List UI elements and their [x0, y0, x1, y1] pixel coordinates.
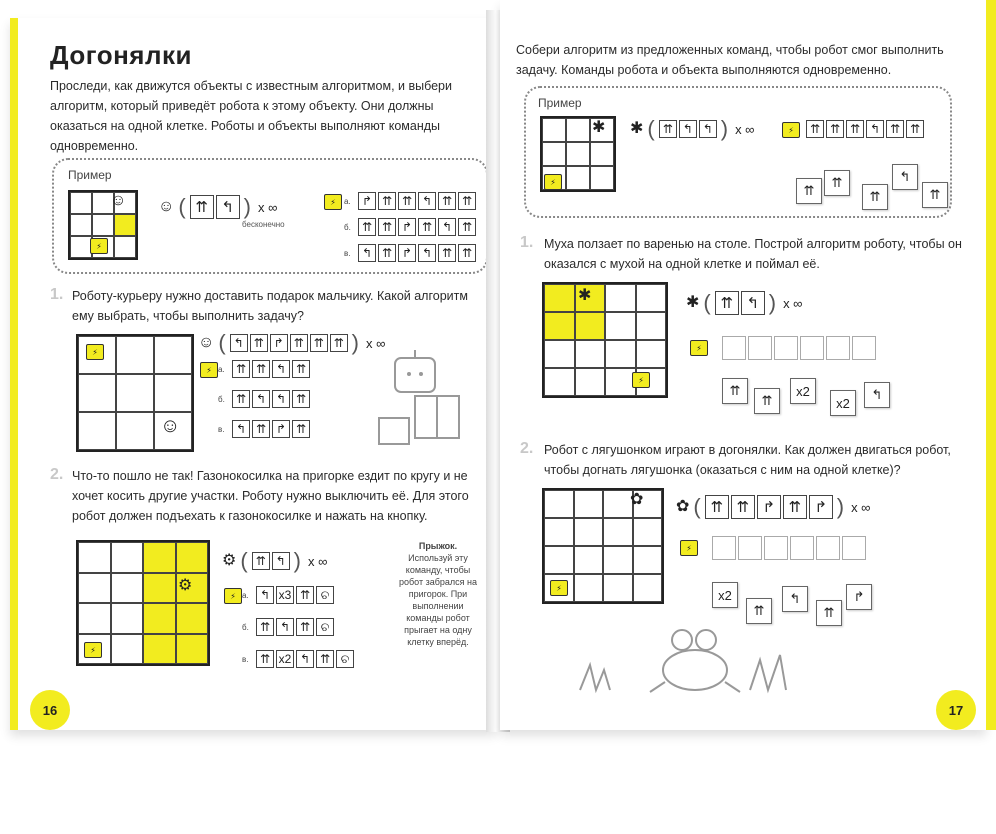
task1-number: 1. [50, 286, 64, 303]
lawnmower-icon: ⚙ [222, 552, 237, 569]
task2-answer-slots [712, 536, 866, 560]
turn-left-icon: ↰ [296, 650, 314, 668]
boy-icon: ☺ [160, 415, 181, 437]
task1-option-c [218, 420, 310, 438]
task2-number: 2. [520, 440, 534, 457]
task1-answer-slots [722, 336, 876, 360]
answer-slot[interactable] [738, 536, 762, 560]
left-page-edge [10, 18, 18, 730]
option-label: б. [344, 222, 351, 232]
frog-in-grass-illustration [570, 610, 830, 700]
example-label: Пример [68, 168, 112, 182]
example-option-a [344, 192, 476, 210]
repeat-infinite: x ∞ [735, 121, 755, 137]
task1-number: 1. [520, 234, 534, 251]
option-label: б. [218, 394, 225, 404]
robot-icon: ⚡ [84, 642, 102, 658]
turn-left-icon: ↰ [276, 618, 294, 636]
forward-icon: ⇈ [292, 390, 310, 408]
forward-icon: ⇈ [378, 192, 396, 210]
forward-icon: ⇈ [256, 650, 274, 668]
page-number-right: 17 [936, 690, 976, 730]
turn-right-icon: ↱ [398, 244, 416, 262]
forward-icon: ⇈ [826, 120, 844, 138]
task1-text: Муха ползает по варенью на столе. Построй алгоритм роботу, чтобы он оказался с мухой на одной клетке и поймал её. [544, 237, 962, 271]
robot-with-gift-illustration [365, 348, 475, 458]
repeat-x2: x2 [276, 650, 294, 668]
forward-icon: ⇈ [296, 586, 314, 604]
forward-icon: ⇈ [715, 291, 739, 315]
forward-icon: ⇈ [886, 120, 904, 138]
jump-note-title: Прыжок. [418, 541, 458, 551]
example-label: Пример [538, 96, 582, 110]
forward-icon: ⇈ [731, 495, 755, 519]
fly-icon: ✱ [578, 287, 592, 304]
turn-left-icon: ↰ [699, 120, 717, 138]
forward-icon: ⇈ [906, 120, 924, 138]
command-card[interactable]: ⇈ [922, 182, 948, 208]
robot-icon: ⚡ [544, 174, 562, 190]
task2-option-b [242, 618, 334, 636]
forward-icon: ⇈ [705, 495, 729, 519]
robot-icon: ⚡ [782, 122, 800, 138]
turn-left-icon: ↰ [741, 291, 765, 315]
turn-left-icon: ↰ [272, 360, 290, 378]
turn-left-icon: ↰ [216, 195, 240, 219]
turn-left-icon: ↰ [272, 552, 290, 570]
lawnmower-icon: ⚙ [178, 577, 193, 594]
forward-icon: ⇈ [659, 120, 677, 138]
example-object-algorithm: ☺ ( ⇈ ↰ ) x ∞ [158, 194, 278, 219]
forward-icon: ⇈ [190, 195, 214, 219]
option-label: б. [242, 622, 249, 632]
turn-right-icon: ↱ [757, 495, 781, 519]
command-card[interactable]: ⇈ [816, 600, 842, 626]
robot-icon: ⚡ [550, 580, 568, 596]
page-number-left: 16 [30, 690, 70, 730]
task2-number: 2. [50, 466, 64, 483]
turn-left-icon: ↰ [256, 586, 274, 604]
turn-left-icon: ↰ [866, 120, 884, 138]
turn-right-icon: ↱ [809, 495, 833, 519]
right-intro: Собери алгоритм из предложенных команд, чтобы робот смог выполнить задачу. Команды робота и объекта выполняются одновременно. [516, 43, 944, 77]
jump-note-text: Используй эту команду, чтобы робот забрался на пригорок. При выполнении команды робот прыгает на одну клетку вперёд. [399, 553, 477, 647]
task1-option-a [218, 360, 310, 378]
robot-icon: ⚡ [632, 372, 650, 388]
turn-right-icon: ↱ [272, 420, 290, 438]
forward-icon: ⇈ [252, 360, 270, 378]
option-label: в. [242, 654, 249, 664]
forward-icon: ⇈ [783, 495, 807, 519]
right-page [500, 0, 986, 730]
answer-slot[interactable] [790, 536, 814, 560]
command-card[interactable]: x2 [712, 582, 738, 608]
forward-icon: ⇈ [296, 618, 314, 636]
answer-slot[interactable] [748, 336, 772, 360]
forward-icon: ⇈ [458, 192, 476, 210]
forward-icon: ⇈ [398, 192, 416, 210]
repeat-infinite: x ∞ [851, 499, 871, 515]
forward-icon: ⇈ [290, 334, 308, 352]
option-label: в. [344, 248, 351, 258]
repeat-infinite: x ∞ [366, 335, 386, 351]
robot-icon: ⚡ [90, 238, 108, 254]
forward-icon: ⇈ [232, 360, 250, 378]
turn-left-icon: ↰ [272, 390, 290, 408]
infinite-caption: бесконечно [242, 220, 285, 229]
command-card[interactable]: x2 [830, 390, 856, 416]
jump-icon: ଚ [316, 618, 334, 636]
option-label: а. [344, 196, 351, 206]
turn-left-icon: ↰ [232, 420, 250, 438]
left-example-box [52, 158, 488, 274]
turn-right-icon: ↱ [398, 218, 416, 236]
answer-slot[interactable] [764, 536, 788, 560]
command-card[interactable]: ⇈ [746, 598, 772, 624]
command-card[interactable]: ↱ [846, 584, 872, 610]
command-card[interactable]: ⇈ [824, 170, 850, 196]
forward-icon: ⇈ [358, 218, 376, 236]
right-page-edge [986, 0, 996, 730]
forward-icon: ⇈ [458, 218, 476, 236]
robot-icon: ⚡ [680, 540, 698, 556]
example-option-b [344, 218, 476, 236]
answer-slot[interactable] [816, 536, 840, 560]
command-card[interactable]: ⇈ [796, 178, 822, 204]
command-card[interactable]: ⇈ [862, 184, 888, 210]
turn-left-icon: ↰ [252, 390, 270, 408]
fly-icon: ✱ [686, 294, 700, 311]
forward-icon: ⇈ [252, 552, 270, 570]
forward-icon: ⇈ [252, 420, 270, 438]
task2-option-c [242, 650, 354, 668]
turn-left-icon: ↰ [418, 244, 436, 262]
boy-icon: ☺ [110, 192, 127, 209]
command-card[interactable]: ↰ [892, 164, 918, 190]
repeat-infinite: x ∞ [783, 295, 803, 311]
task2-text: Что-то пошло не так! Газонокосилка на пригорке ездит по кругу и не хочет косить другие участки. Роботу нужно выключить её. Для этого робот должен подъехать к газонокосилке и нажать на кнопку. [72, 469, 469, 523]
task1-text: Роботу-курьеру нужно доставить подарок мальчику. Какой алгоритм ему выбрать, чтобы выполнить задачу? [72, 289, 468, 323]
forward-icon: ⇈ [458, 244, 476, 262]
task1-fly-algorithm: ✱ ( ⇈ ↰ ) x ∞ [686, 290, 803, 315]
forward-icon: ⇈ [438, 244, 456, 262]
boy-icon: ☺ [198, 334, 215, 351]
turn-right-icon: ↱ [270, 334, 288, 352]
forward-icon: ⇈ [292, 420, 310, 438]
answer-slot[interactable] [712, 536, 736, 560]
forward-icon: ⇈ [256, 618, 274, 636]
robot-icon: ⚡ [690, 340, 708, 356]
turn-left-icon: ↰ [230, 334, 248, 352]
repeat-infinite: x ∞ [258, 199, 278, 215]
command-card[interactable]: ↰ [864, 382, 890, 408]
robot-icon: ⚡ [224, 588, 242, 604]
turn-right-icon: ↱ [358, 192, 376, 210]
forward-icon: ⇈ [292, 360, 310, 378]
task1-boy-algorithm: ☺ ( ↰ ⇈ ↱ ⇈ ⇈ ⇈ ) x ∞ [198, 330, 386, 355]
task2-frog-algorithm: ✿ ( ⇈ ⇈ ↱ ⇈ ↱ ) x ∞ [676, 494, 871, 519]
boy-icon: ☺ [158, 198, 175, 215]
left-intro: Проследи, как движутся объекты с известным алгоритмом, и выбери алгоритм, который приведёт робота к этому объекту. Они должны оказаться на одной клетке. Роботы и объекты выполняют команды одновременно. [50, 79, 452, 153]
example-fly-algorithm: ✱ ( ⇈ ↰ ↰ ) x ∞ [630, 116, 755, 141]
forward-icon: ⇈ [316, 650, 334, 668]
forward-icon: ⇈ [310, 334, 328, 352]
option-label: а. [218, 364, 225, 374]
forward-icon: ⇈ [846, 120, 864, 138]
page-title: Догонялки [50, 40, 192, 70]
answer-slot[interactable] [800, 336, 824, 360]
turn-left-icon: ↰ [679, 120, 697, 138]
forward-icon: ⇈ [378, 244, 396, 262]
jump-icon: ଚ [336, 650, 354, 668]
frog-icon: ✿ [676, 498, 690, 515]
forward-icon: ⇈ [232, 390, 250, 408]
turn-left-icon: ↰ [418, 192, 436, 210]
option-label: в. [218, 424, 225, 434]
forward-icon: ⇈ [330, 334, 348, 352]
jump-icon: ଚ [316, 586, 334, 604]
right-example-box [524, 86, 952, 218]
frog-icon: ✿ [630, 491, 644, 508]
answer-slot[interactable] [722, 336, 746, 360]
forward-icon: ⇈ [418, 218, 436, 236]
answer-slot[interactable] [774, 336, 798, 360]
example-option-c [344, 244, 476, 262]
option-label: а. [242, 590, 249, 600]
answer-slot[interactable] [842, 536, 866, 560]
robot-icon: ⚡ [200, 362, 218, 378]
courier-robot-icon: ⚡ [86, 344, 104, 360]
turn-left-icon: ↰ [358, 244, 376, 262]
repeat-x3: x3 [276, 586, 294, 604]
left-page [10, 18, 496, 730]
repeat-infinite: x ∞ [308, 553, 328, 569]
robot-icon: ⚡ [324, 194, 342, 210]
task2-mower-algorithm: ⚙ ( ⇈ ↰ ) x ∞ [222, 548, 328, 573]
fly-icon: ✱ [630, 120, 644, 137]
example-robot-solution [806, 120, 924, 138]
command-card[interactable]: ↰ [782, 586, 808, 612]
forward-icon: ⇈ [378, 218, 396, 236]
answer-slot[interactable] [826, 336, 850, 360]
forward-icon: ⇈ [438, 192, 456, 210]
task1-option-b [218, 390, 310, 408]
task2-option-a [242, 586, 334, 604]
task2-text: Робот с лягушонком играют в догонялки. Как должен двигаться робот, чтобы догнать лягушонка (оказаться с ним на одной клетке)? [544, 443, 951, 477]
fly-icon: ✱ [592, 119, 606, 136]
forward-icon: ⇈ [806, 120, 824, 138]
command-card[interactable]: x2 [790, 378, 816, 404]
forward-icon: ⇈ [250, 334, 268, 352]
command-card[interactable]: ⇈ [722, 378, 748, 404]
command-card[interactable]: ⇈ [754, 388, 780, 414]
turn-left-icon: ↰ [438, 218, 456, 236]
answer-slot[interactable] [852, 336, 876, 360]
